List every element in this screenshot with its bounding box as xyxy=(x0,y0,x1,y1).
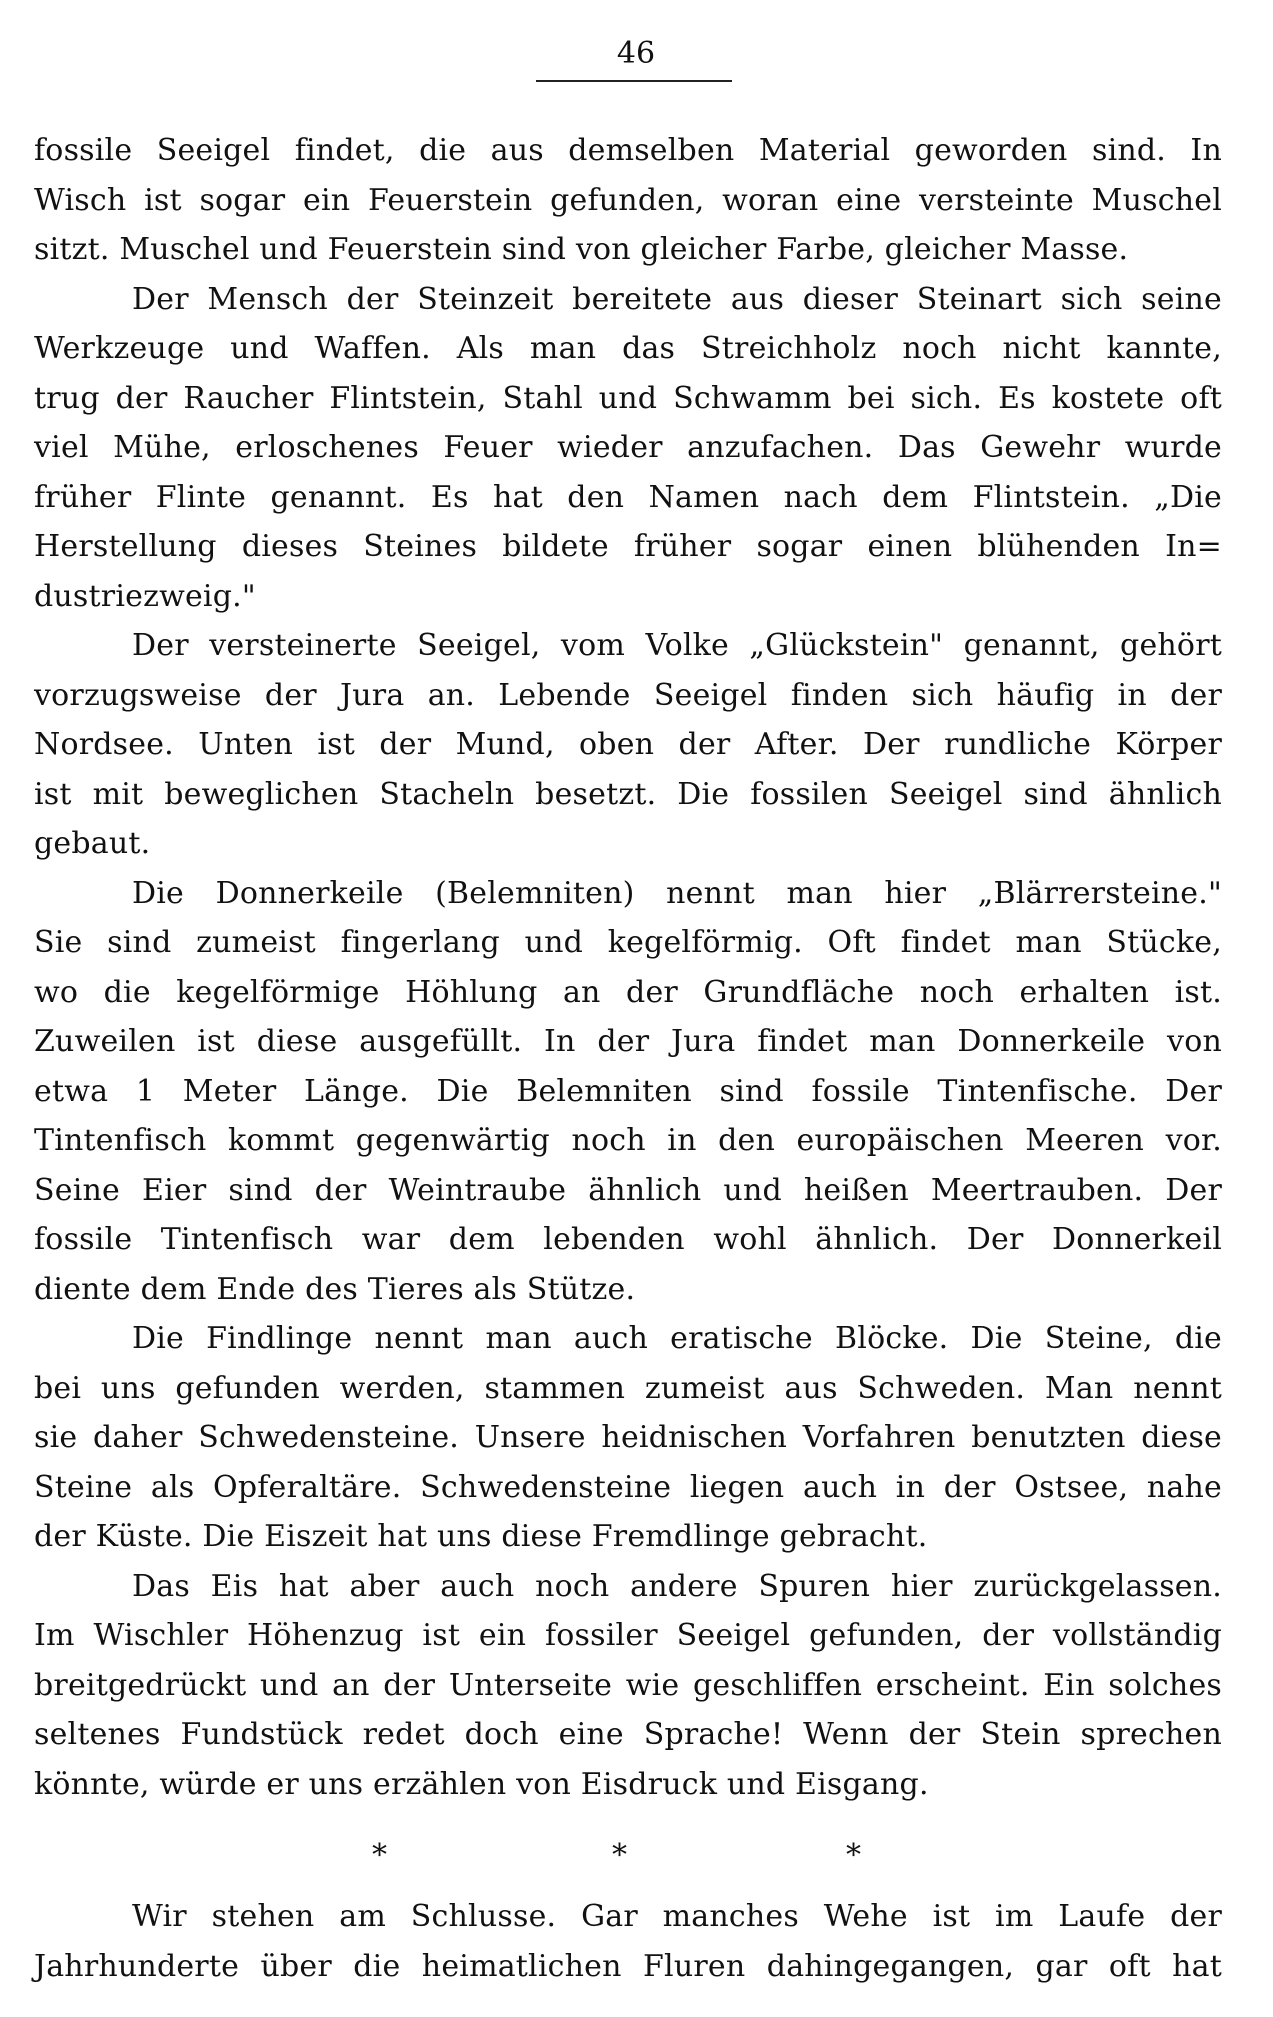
separator-star: * xyxy=(372,1838,387,1873)
body-text xyxy=(34,126,1222,1809)
text-line: dustriezweig." xyxy=(34,578,256,614)
text-line: gebaut. xyxy=(34,826,151,861)
page-number: 46 xyxy=(616,36,656,71)
text-line: Im Wischler Höhenzug ist ein fossiler Seeigel gefunden, der vollständig xyxy=(34,1618,1222,1653)
text-line: könnte, würde er uns erzählen von Eisdruck und Eisgang. xyxy=(34,1766,929,1802)
text-line: viel Mühe, erloschenes Feuer wieder anzufachen. Das Gewehr wurde xyxy=(34,430,1222,465)
text-line: Wir stehen am Schlusse. Gar manches Wehe ist im Laufe der xyxy=(132,1899,1222,1934)
text-line: seltenes Fundstück redet doch eine Sprache! Wenn der Stein sprechen xyxy=(34,1717,1222,1752)
text-line: der Küste. Die Eiszeit hat uns diese Fremdlinge gebracht. xyxy=(34,1519,928,1554)
text-line: diente dem Ende des Tieres als Stütze. xyxy=(34,1271,636,1307)
text-line: Herstellung dieses Steines bildete früher sogar einen blühenden In= xyxy=(34,529,1222,564)
text-line: breitgedrückt und an der Unterseite wie geschliffen erscheint. Ein solches xyxy=(34,1667,1222,1703)
text-line: Jahrhunderte über die heimatlichen Fluren dahingegangen, gar oft hat xyxy=(34,1948,1222,1984)
separator-star: * xyxy=(612,1838,627,1873)
text-line: Zuweilen ist diese ausgefüllt. In der Jura findet man Donnerkeile von xyxy=(34,1024,1222,1059)
text-line: Seine Eier sind der Weintraube ähnlich und heißen Meertrauben. Der xyxy=(34,1172,1222,1208)
section-separator xyxy=(34,1836,1222,1876)
text-line: trug der Raucher Flintstein, Stahl und Schwamm bei sich. Es kostete oft xyxy=(34,380,1222,416)
text-line: früher Flinte genannt. Es hat den Namen nach dem Flintstein. „Die xyxy=(34,479,1222,515)
text-line: Die Findlinge nennt man auch eratische Blöcke. Die Steine, die xyxy=(132,1321,1222,1356)
text-line: fossile Seeigel findet, die aus demselben Material geworden sind. In xyxy=(34,133,1222,168)
text-line: Tintenfisch kommt gegenwärtig noch in den europäischen Meeren vor. xyxy=(34,1123,1222,1158)
separator-star: * xyxy=(846,1838,861,1873)
text-line: Steine als Opferaltäre. Schwedensteine liegen auch in der Ostsee, nahe xyxy=(34,1469,1222,1505)
text-line: bei uns gefunden werden, stammen zumeist aus Schweden. Man nennt xyxy=(34,1370,1222,1406)
text-line: etwa 1 Meter Länge. Die Belemniten sind fossile Tintenfische. Der xyxy=(34,1073,1222,1109)
text-line: ist mit beweglichen Stacheln besetzt. Die fossilen Seeigel sind ähnlich xyxy=(34,776,1222,812)
text-line: Nordsee. Unten ist der Mund, oben der After. Der rundliche Körper xyxy=(34,727,1222,762)
text-line: sitzt. Muschel und Feuerstein sind von gleicher Farbe, gleicher Masse. xyxy=(34,232,1129,267)
text-line: Werkzeuge und Waffen. Als man das Streichholz noch nicht kannte, xyxy=(34,331,1222,366)
text-line: wo die kegelförmige Höhlung an der Grundfläche noch erhalten ist. xyxy=(34,974,1222,1010)
text-line: fossile Tintenfisch war dem lebenden wohl ähnlich. Der Donnerkeil xyxy=(34,1222,1222,1257)
text-line: sie daher Schwedensteine. Unsere heidnischen Vorfahren benutzten diese xyxy=(34,1420,1222,1455)
text-line: Der Mensch der Steinzeit bereitete aus dieser Steinart sich seine xyxy=(132,281,1222,317)
text-line: Die Donnerkeile (Belemniten) nennt man hier „Blärrersteine." xyxy=(132,875,1222,911)
text-line: Wisch ist sogar ein Feuerstein gefunden, woran eine versteinte Muschel xyxy=(34,182,1222,218)
text-line: vorzugsweise der Jura an. Lebende Seeigel finden sich häufig in der xyxy=(34,677,1222,713)
page-number-rule xyxy=(536,80,732,82)
text-line: Sie sind zumeist fingerlang und kegelförmig. Oft findet man Stücke, xyxy=(34,925,1222,960)
closing-text xyxy=(34,1892,1222,1991)
text-line: Der versteinerte Seeigel, vom Volke „Glückstein" genannt, gehört xyxy=(132,628,1222,663)
text-line: Das Eis hat aber auch noch andere Spuren hier zurückgelassen. xyxy=(132,1568,1222,1604)
